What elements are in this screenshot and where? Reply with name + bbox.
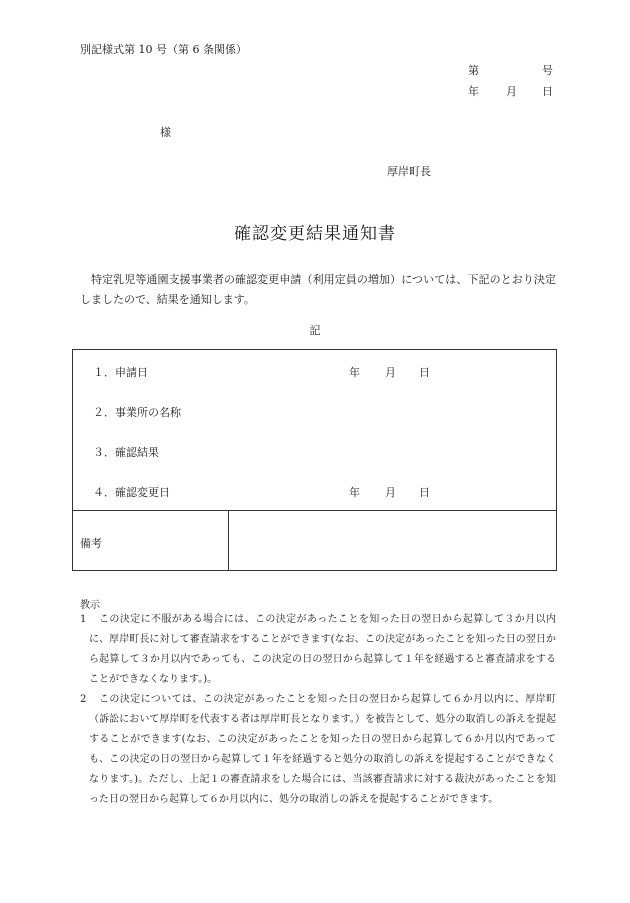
number-prefix: 第 (468, 64, 479, 77)
addressee-honorific: 様 (160, 126, 171, 139)
number-suffix: 号 (542, 64, 553, 77)
result-table (72, 349, 557, 571)
notice-item (80, 690, 556, 810)
notice-text: この決定に不服がある場合には、この決定があったことを知った日の翌日から起算して３か月以内に、厚岸町長に対して審査請求をすることができます(なお、この決定があったことを知った日の翌日から起算して３か月以内であっても、この決定の日の翌日から起算して１年を経過すると審査請求をすることができなくなります。)。 (89, 614, 556, 685)
item-application-date: １．申請日 (93, 366, 148, 379)
issue-date-month: 月 (506, 85, 517, 98)
change-date-fields (349, 484, 435, 498)
change-date-month: 月 (385, 486, 396, 499)
notice-number: 2 (80, 694, 87, 705)
remarks-divider (228, 510, 229, 570)
change-date-year: 年 (349, 486, 360, 499)
table-divider (73, 510, 556, 511)
issuer-name: 厚岸町長 (387, 165, 431, 178)
application-date-year: 年 (349, 366, 360, 379)
notice-item (80, 610, 556, 690)
intro-paragraph: 特定乳児等通園支援事業者の確認変更申請（利用定員の増加）については、下記のとおり決定しましたので、結果を通知します。 (80, 273, 556, 306)
change-date-day: 日 (419, 486, 430, 499)
issue-date (468, 83, 554, 97)
document-title: 確認変更結果通知書 (234, 224, 396, 244)
item-facility-name: ２．事業所の名称 (93, 406, 181, 419)
item-change-date: ４．確認変更日 (93, 486, 170, 499)
issue-date-day: 日 (542, 85, 553, 98)
application-date-day: 日 (419, 366, 430, 379)
notice-title: 教示 (80, 600, 100, 611)
remarks-label: 備考 (80, 537, 102, 550)
ki-marker: 記 (309, 324, 321, 337)
notice-text: この決定については、この決定があったことを知った日の翌日から起算して６か月以内に、厚岸町（訴訟において厚岸町を代表する者は厚岸町長となります。）を被告として、処分の取消しの訴えを提起することができます(なお、この決定があったことを知った日の翌日から起算して６か月以内であっても、この決定の日の翌日から起算して１年を経過すると処分の取消しの訴えを提起することができなくなります。)。ただし、上記１の審査請求をした場合には、当該審査請求に対する裁決があったことを知った日の翌日から起算して６か月以内に、処分の取消しの訴えを提起することができます。 (89, 694, 556, 805)
application-date-fields (349, 364, 435, 378)
notice-number: 1 (80, 614, 87, 625)
issue-date-year: 年 (468, 85, 479, 98)
application-date-month: 月 (385, 366, 396, 379)
item-confirmation-result: ３．確認結果 (93, 446, 159, 459)
document-number (468, 62, 554, 76)
form-label: 別記様式第 10 号（第 6 条関係） (80, 43, 247, 56)
